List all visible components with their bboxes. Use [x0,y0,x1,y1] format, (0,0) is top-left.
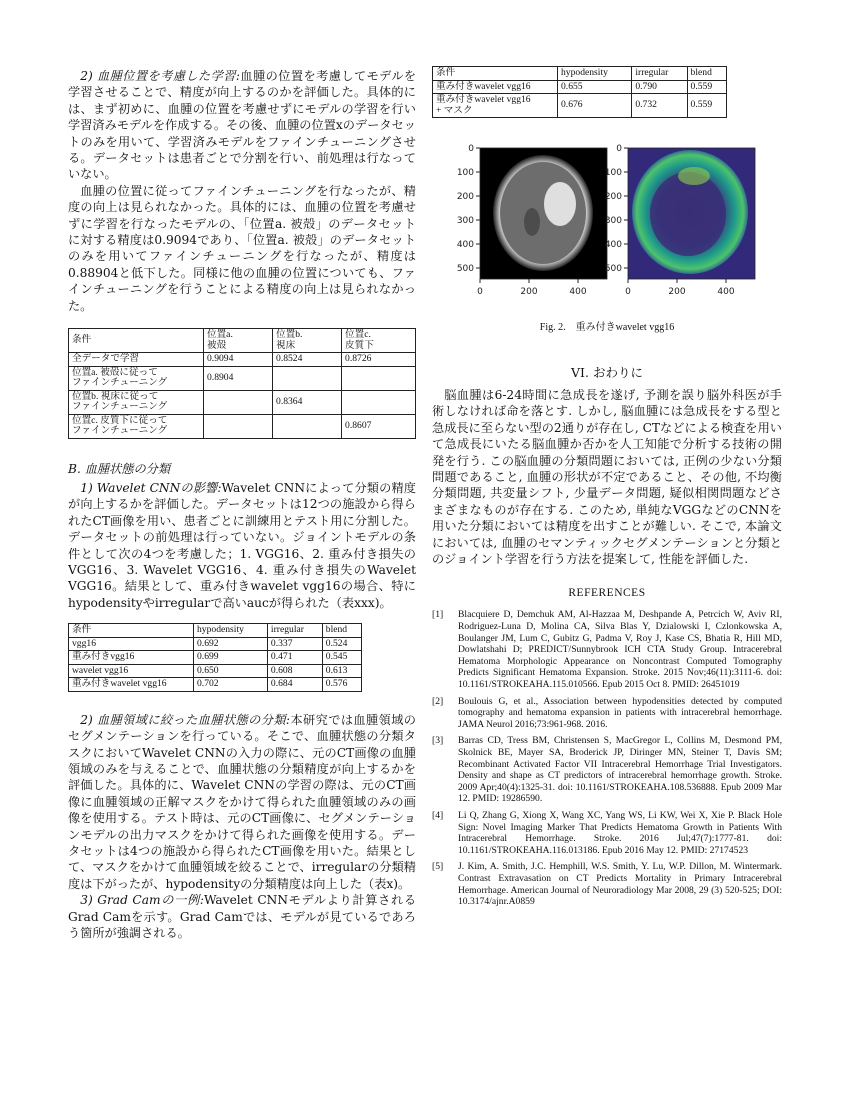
table-cell: 0.559 [687,94,726,118]
paragraph-wavelet-cnn [68,480,416,611]
table-cell: 0.559 [687,80,726,94]
reference-item [432,861,782,907]
table-cell: 重み付きwavelet vgg16 [69,678,194,692]
tick-label: 0 [625,287,631,297]
tick-label: 300 [456,216,474,226]
reference-text: Barras CD, Tress BM, Christensen S, MacGregor L, Collins M, Desmond PM, Skolnick BE, Mayer SA, Broderick JP, Diringer MN, Steiner T, Davis SM; Recombinant Activated Factor VII Intracerebral Hemorrhage Trial Investigators. Density and shape as CT predictors of intracerebral hemorrhage growth. Stroke. 2009 Apr;40(4):1325-31. doi: 10.1161/STROKEAHA.108.536888. Epub 2009 Mar 12. PMID: 19286590. [458,735,782,805]
reference-text: Blacquiere D, Demchuk AM, Al-Hazzaa M, Deshpande A, Petrcich W, Aviv RI, Rodriguez-Luna D, Molina CA, Silva Blas Y, Dzialowski I, Czlonkowska A, Boulanger JM, Lum C, Gubitz G, Padma V, Roy J, Kase CS, Bhatia R, Hill MD, Dowlatshahi D; PREDICT/Sunnybrook ICH CTA Study Group. Intracerebral Hematoma Morphologic Appearance on Noncontrast Computed Tomography Predicts Significant Hematoma Expansion. Stroke. 2015 Nov;46(11):3111-6. doi: 10.1161/STROKEAHA.115.010566. Epub 2015 Oct 8. PMID: 26451019 [458,609,782,691]
tick-label: 100 [604,168,622,178]
table-row [69,637,362,651]
table-cell [204,414,273,438]
reference-text: Li Q, Zhang G, Xiong X, Wang XC, Yang WS, Li KW, Wei X, Xie P. Black Hole Sign: Novel Imaging Marker That Predicts Hematoma Growth in Patients With Intracerebral Hemorrhage. Stroke. 2016 Jul;47(7):1777-81. doi: 10.1161/STROKEAHA.116.013186. Epub 2016 May 12. PMID: 27174523 [458,809,782,856]
table-header-cell: hypodensity [194,624,268,638]
reference-item [432,696,782,731]
table-cell: 0.9094 [204,353,273,367]
table-header-cell: 位置b. 視床 [273,329,342,353]
table-cell: 位置c. 皮質下に従って ファインチューニング [69,414,204,438]
tick-label: 0 [477,287,483,297]
tick-label: 400 [456,240,474,250]
reference-text: J. Kim, A. Smith, J.C. Hemphill, W.S. Smith, Y. Lu, W.P. Dillon, M. Wintermark. Contrast Extravasation on CT Predicts Mortality in Primary Intracerebral Hemorrhage. American Journal of Neuroradiology Mar 2008, 29 (3) 520-525; DOI: 10.3174/ajnr.A0859 [458,861,782,908]
table-header-row [69,329,416,353]
references-heading: REFERENCES [568,587,646,600]
table-header-cell: blend [687,67,726,81]
table-cell: 位置a. 被殻に従って ファインチューニング [69,366,204,390]
paragraph-conclusion: 脳血腫は6-24時間に急成長を遂げ, 予測を誤り脳外科医が手術しなければ命を落とす. しかし, 脳血腫には急成長をする型と急成長に至らない型の2通りが存在し, CTなどによる検査を用いて急成長にいたる脳血腫か否かを人工知能で分析する技術の開発を行う. この脳血腫の分類問題においては, 正例の少ない分類問題であること, 血腫の形状が不定であること、その他, 不均衡分類問題, 共変量シフト, 少量データ問題, 疑似相関問題などさまざまなものが存在する. このため, 単純なVGGなどのCNNを用いた分類においては精度を出すことが難しい. そこで, 本論文においては, 血腫のセマンティックセグメンテーションと分類とのジョイント学習を行う方法を提案して, 性能を評価した. [432,388,782,567]
table-row [69,678,362,692]
tick-label: 200 [668,287,686,297]
left-column [68,0,416,941]
reference-item [432,735,782,805]
grad-cam-figure [432,142,782,310]
reference-item [432,810,782,856]
tick-label: 500 [604,264,622,274]
reference-number: [5] [432,861,444,873]
ct-x-axis-ticks [477,279,587,297]
tick-label: 300 [604,216,622,226]
table-header-cell: 条件 [69,624,194,638]
table-header-row [433,67,727,81]
table-row [69,366,416,390]
table-header-row [69,624,362,638]
paragraph-text: 血腫の位置を考慮してモデルを学習させることで、精度が向上するのかを評価した。具体的には、まず初めに、血腫の位置を考慮せずにモデルの学習を行い学習済みモデルを作成する。その後、血腫の位置xのデータセットのみを用いて、学習済みモデルをファインチューニングさせる。データセットは患者ごとで分割を行い、前処理は行なっていない。 [68,69,417,182]
table-cell: 0.524 [322,637,361,651]
table-cell: 0.8607 [342,414,416,438]
table-cell: vgg16 [69,637,194,651]
table-cell: 0.576 [322,678,361,692]
section-heading-b: B. 血腫状態の分類 [68,461,171,476]
table-header-cell: irregular [267,624,322,638]
table-header-cell: blend [322,624,361,638]
paragraph-text: Wavelet CNNモデルより計算されるGrad Camを示す。Grad Camでは、モデルが見ているであろう箇所が強調される。 [68,893,417,941]
table-header-cell: 位置c. 皮質下 [342,329,416,353]
subsection-label: 2) 血腫位置を考慮した学習: [80,69,240,83]
table-cell: 0.702 [194,678,268,692]
paragraph-grad-cam [68,892,416,941]
table-cell: 0.8524 [273,353,342,367]
table-wavelet-results [68,623,362,692]
subsection-label: 2) 血腫領域に絞った血腫状態の分類: [80,712,291,727]
table-cell: 0.471 [267,651,322,665]
table-cell: 0.608 [267,664,322,678]
table-cell [273,366,342,390]
table-row [433,80,727,94]
tick-label: 200 [520,287,538,297]
table-cell: 重み付きwavelet vgg16 [433,80,558,94]
reference-number: [1] [432,609,444,621]
table-cell: 0.732 [632,94,687,118]
right-column [432,0,782,913]
reference-number: [2] [432,695,444,707]
references-list [432,609,782,907]
figure-grad-cam [432,142,782,310]
table-cell [273,414,342,438]
table-cell: 0.8364 [273,390,342,414]
table-mask-results [432,66,727,118]
table-cell [342,390,416,414]
grad-cam-panel [628,148,755,279]
table-header-cell: 位置a. 被殻 [204,329,273,353]
table-header-cell: 条件 [433,67,558,81]
table-position-finetune [68,328,416,439]
paragraph-position-learning [68,68,416,183]
tick-label: 400 [604,240,622,250]
table-cell: 0.337 [267,637,322,651]
tick-label: 400 [569,287,587,297]
tick-label: 200 [456,192,474,202]
tick-label: 200 [604,192,622,202]
subsection-label: 1) Wavelet CNNの影響: [80,481,222,495]
table-cell: 重み付きvgg16 [69,651,194,665]
table-row [69,353,416,367]
tick-label: 400 [717,287,735,297]
table-row [69,651,362,665]
table-row [69,664,362,678]
table-header-cell: hypodensity [558,67,632,81]
table-cell: 0.676 [558,94,632,118]
table-header-cell: irregular [632,67,687,81]
section-heading-conclusion: VI. おわりに [571,365,643,380]
table-cell: 0.613 [322,664,361,678]
reference-number: [3] [432,735,444,747]
tick-label: 0 [468,144,474,154]
paragraph-text: 本研究では血腫領域のセグメンテーションを行っている。そこで、血腫状態の分類タスクにおいてWavelet CNNの入力の際に、元のCT画像の血腫領域のみを与えることで、血腫状態の分類精度が向上するかを評価した。具体的に、Wavelet CNNの学習の際は、元のCT画像に血腫領域の正解マスクをかけて得られた血腫領域のみの画像を使用する。テスト時は、元のCT画像に、セグメンテーションモデルの出力マスクをかけて得られた画像を使用する。データセットは4つの施設から得られたCT画像を用いた。結果として、マスクをかけて血腫領域を絞ることで、irregularの分類精度は下がったが、hypodensityの分類精度は向上した（表x)。 [68,712,416,891]
table-row [433,94,727,118]
table-cell [204,390,273,414]
table-cell [342,366,416,390]
paragraph-finetune-result: 血腫の位置に従ってファインチューニングを行なったが、精度の向上は見られなかった。具体的には、血腫の位置を考慮せずに学習を行なったモデルの、「位置a. 被殻」のデータセットに対する精度は0.9094であり、「位置a. 被殻」のデータセットのみを用いてファインチューニングを行なったが、精度は0.88904と低下した。同様に他の血腫の位置についても、ファインチューニングを行うことによる精度の向上は見られなかった。 [68,183,416,313]
tick-label: 500 [456,264,474,274]
table-row [69,390,416,414]
subsection-label: 3) Grad Camの一例: [80,893,204,908]
reference-item [432,609,782,690]
table-cell: 0.650 [194,664,268,678]
cam-x-axis-ticks [625,279,735,297]
table-cell: 0.692 [194,637,268,651]
ct-y-axis-ticks [457,144,480,274]
paragraph-region-classification [68,712,416,892]
table-cell: 重み付きwavelet vgg16 + マスク [433,94,558,118]
table-cell: 0.8904 [204,366,273,390]
table-cell: 0.699 [194,651,268,665]
table-cell: 0.545 [322,651,361,665]
reference-text: Boulouis G, et al., Association between hypodensities detected by computed tomography and hematoma expansion in patients with intracerebral hemorrhage. JAMA Neurol 2016;73:961-968. 2016. [458,695,782,730]
reference-number: [4] [432,809,444,821]
table-cell: 位置b. 視床に従って ファインチューニング [69,390,204,414]
table-cell: wavelet vgg16 [69,664,194,678]
tick-label: 100 [456,168,474,178]
figure-caption: Fig. 2. 重み付きwavelet vgg16 [539,322,675,333]
cam-y-axis-ticks [605,144,628,274]
table-cell: 0.655 [558,80,632,94]
paragraph-text: Wavelet CNNによって分類の精度が向上するかを評価した。データセットは12つの施設から得られたCT画像を用い、患者ごとに訓練用とテスト用に分割した。データセットの前処理は行っていない。ジョイントモデルの条件として次の4つを考慮した；1. VGG16、2. 重み付き損失のVGG16、3. Wavelet VGG16、4. 重み付き損失のWavelet VGG16。結果として、重み付きwavelet vgg16の場合、特にhypodensityやirregularで高いaucが得られた（表xxx)。 [68,481,416,610]
table-row [69,414,416,438]
table-cell: 0.790 [632,80,687,94]
table-cell: 0.8726 [342,353,416,367]
table-cell: 0.684 [267,678,322,692]
ct-image-panel [480,148,607,279]
table-header-cell: 条件 [69,329,204,353]
table-cell: 全データで学習 [69,353,204,367]
tick-label: 0 [616,144,622,154]
